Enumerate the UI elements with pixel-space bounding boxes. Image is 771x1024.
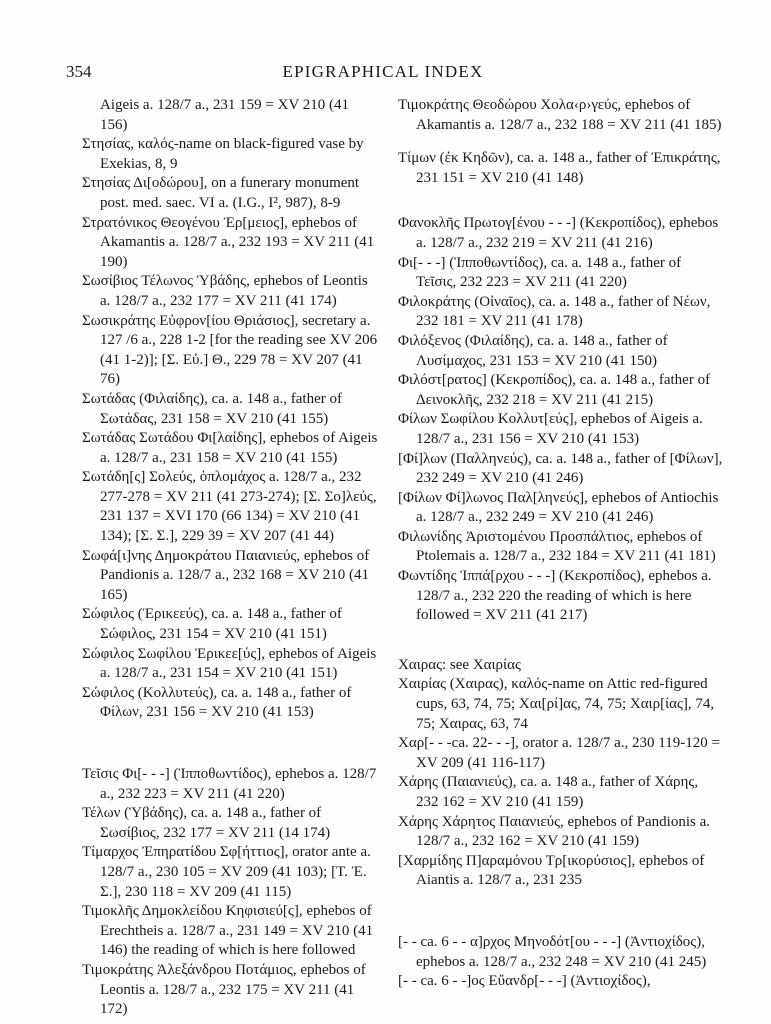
left-column — [82, 96, 380, 1020]
index-entry: Aigeis a. 128/7 a., 231 159 = XV 210 (41 156) — [100, 97, 349, 133]
index-entry: Σωσίβιος Τέλωνος Ὑβάδης, ephebos of Leontis a. 128/7 a., 232 177 = XV 211 (41 174) — [82, 273, 368, 309]
index-entry: [Χαρμίδης Π]αραμόνου Τρ[ικορύσιος], ephebos of Aiantis a. 128/7 a., 231 235 — [398, 852, 705, 889]
index-entry: Φιλόστ[ρατος] (Κεκροπίδος), ca. a. 148 a., father of Δεινοκλῆς, 232 218 = XV 211 (41 215) — [398, 372, 711, 408]
index-entry: Τίμων (ἐκ Κηδῶν), ca. a. 148 a., father of Ἐπικράτης, 231 151 = XV 210 (41 148) — [398, 150, 721, 186]
index-entry: Σωσικράτης Εὐφρον[ίου Θριάσιος], secretary a. 127 /6 a., 228 1-2 [for the reading see XV 206 (41 1-2)]; [Σ. Εὐ.] Θ., 229 78 = XV 207 (41 76) — [82, 312, 378, 388]
index-entry: Φωντίδης Ἱππά[ρχου - - -] (Κεκροπίδος), ephebos a. 128/7 a., 232 220 the reading of which is here followed = XV 211 (41 217) — [398, 568, 712, 624]
index-entry: Τέλων (Ὑβάδης), ca. a. 148 a., father of Σωσίβιος, 232 177 = XV 211 (14 174) — [82, 805, 331, 841]
index-entry: Χαιρας: see Χαιρίας — [398, 656, 521, 673]
index-entry: Τεῖσις Φι[- - -] (Ἱπποθωντίδος), ephebos a. 128/7 a., 232 223 = XV 211 (41 220) — [82, 766, 377, 802]
index-entry: Στησίας Δι[οδώρου], on a funerary monument post. med. saec. VI a. (I.G., I², 987), 8-9 — [82, 175, 360, 211]
index-entry: Φιλοκράτης (Οἰναῖος), ca. a. 148 a., father of Νέων, 232 181 = XV 211 (41 178) — [398, 293, 711, 330]
index-entry: Σώφιλος (Ἐρικεεύς), ca. a. 148 a., father of Σώφιλος, 231 154 = XV 210 (41 151) — [82, 606, 342, 643]
index-entry: Σωφά[ι]νης Δημοκράτου Παιανιεύς, ephebos of Pandionis a. 128/7 a., 232 168 = XV 210 (41 165) — [82, 547, 370, 603]
index-entry: Φιλωνίδης Ἀριστομένου Προσπάλτιος, ephebos of Ptolemais a. 128/7 a., 232 184 = XV 211 (41 181) — [398, 528, 716, 565]
index-entry: Τιμοκλῆς Δημοκλείδου Κηφισιεύ[ς], ephebos of Erechtheis a. 128/7 a., 231 149 = XV 210 (41 146) the reading of which is here followed — [82, 903, 374, 959]
index-entry: Σωτάδας Σωτάδου Φι[λαίδης], ephebos of Aigeis a. 128/7 a., 231 158 = XV 210 (41 155) — [82, 430, 378, 466]
index-entry: [Φίλων Φί]λωνος Παλ[ληνεύς], ephebos of Antiochis a. 128/7 a., 232 249 = XV 210 (41 246) — [398, 489, 719, 526]
index-entry: Τίμαρχος Ἐπηρατίδου Σφ[ήττιος], orator ante a. 128/7 a., 230 105 = XV 209 (41 103); [Τ. Ἐ. Σ.], 230 118 = XV 209 (41 115) — [82, 844, 371, 900]
index-entry: Φανοκλῆς Πρωτογ[ένου - - -] (Κεκροπίδος), ephebos a. 128/7 a., 232 219 = XV 211 (41 216) — [398, 215, 719, 251]
index-entry: Χαρ[- - -ca. 22- - -], orator a. 128/7 a., 230 119-120 = XV 209 (41 116-117) — [398, 735, 720, 771]
index-entry: Χάρης Χάρητος Παιανιεύς, ephebos of Pandionis a. 128/7 a., 232 162 = XV 210 (41 159) — [398, 813, 710, 850]
index-entry: Στρατόνικος Θεογένου Ἐρ[μειος], ephebos of Akamantis a. 128/7 a., 232 193 = XV 211 (41 190) — [82, 214, 375, 270]
index-entry: [- - ca. 6 - -]ος Εὔανδρ[- - -] (Ἀντιοχίδος), — [398, 973, 651, 990]
index-entry: [- - ca. 6 - - α]ρχος Μηνοδότ[ου - - -] (Ἀντιοχίδος), ephebos a. 128/7 a., 232 248 = XV 210 (41 245) — [398, 933, 707, 970]
index-entry: Φιλόξενος (Φιλαίδης), ca. a. 148 a., father of Λυσίμαχος, 231 153 = XV 210 (41 150) — [398, 332, 668, 369]
index-entry: Φι[- - -] (Ἱπποθωντίδος), ca. a. 148 a., father of Τεῖσις, 232 223 = XV 211 (41 220) — [398, 254, 682, 291]
right-column — [398, 96, 723, 992]
page-number: 354 — [66, 62, 92, 81]
page-header — [66, 62, 700, 84]
running-head: EPIGRAPHICAL INDEX — [282, 62, 484, 81]
index-entry: Στησίας, καλός-name on black-figured vase by Exekias, 8, 9 — [82, 136, 364, 172]
index-entry: Σωτάδας (Φιλαίδης), ca. a. 148 a., father of Σωτάδας, 231 158 = XV 210 (41 155) — [82, 390, 342, 427]
index-entry: [Φί]λων (Παλληνεύς), ca. a. 148 a., father of [Φίλων], 232 249 = XV 210 (41 246) — [398, 450, 723, 487]
index-entry: Χαιρίας (Χαιρας), καλός-name on Attic red-figured cups, 63, 74, 75; Χαι[ρί]ας, 74, 75; Χαιρ[ίας], 74, 75; Χαιρας, 63, 74 — [398, 676, 715, 732]
index-entry: Σωτάδη[ς] Σολεύς, ὁπλομάχος a. 128/7 a., 232 277-278 = XV 211 (41 273-274); [Σ. Σο]λεύς, 231 137 = XVI 170 (66 134) = XV 210 (41 134); [Σ. Σ.], 229 39 = XV 207 (41 44) — [82, 469, 377, 545]
index-entry: Σώφιλος Σωφίλου Ἐρικεε[ύς], ephebos of Aigeis a. 128/7 a., 231 154 = XV 210 (41 151) — [82, 645, 377, 682]
index-entry: Χάρης (Παιανιεύς), ca. a. 148 a., father of Χάρης, 232 162 = XV 210 (41 159) — [398, 774, 699, 810]
index-entry: Τιμοκράτης Θεοδώρου Χολα‹ρ›γεύς, ephebos of Akamantis a. 128/7 a., 232 188 = XV 211 (41 185) — [398, 97, 722, 133]
index-entry: Τιμοκράτης Ἀλεξάνδρου Ποτάμιος, ephebos of Leontis a. 128/7 a., 232 175 = XV 211 (41 172) — [82, 961, 366, 1018]
index-entry: Φίλων Σωφίλου Κολλυτ[εύς], ephebos of Aigeis a. 128/7 a., 231 156 = XV 210 (41 153) — [398, 411, 703, 447]
index-entry: Σώφιλος (Κολλυτεύς), ca. a. 148 a., father of Φίλων, 231 156 = XV 210 (41 153) — [82, 684, 352, 721]
